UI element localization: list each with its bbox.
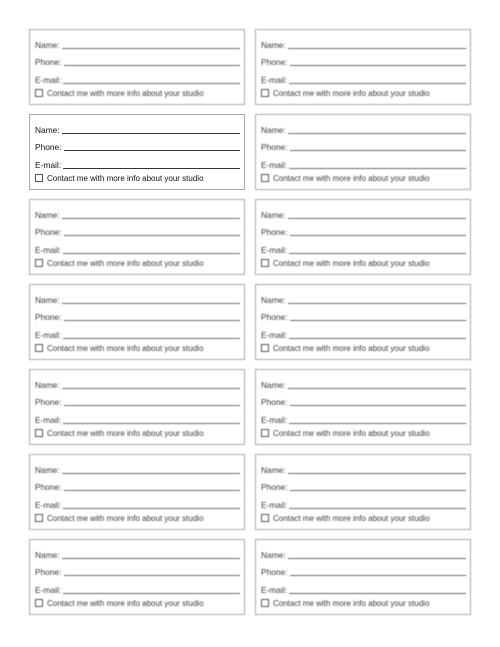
email-row [261, 582, 466, 595]
contact-option[interactable] [261, 599, 466, 608]
email-row [261, 412, 466, 425]
phone-row [261, 394, 466, 407]
phone-line[interactable] [290, 575, 466, 576]
contact-checkbox[interactable] [35, 514, 43, 522]
email-label: E-mail: [35, 584, 62, 595]
name-row [35, 37, 240, 50]
email-line[interactable] [289, 423, 466, 424]
phone-label: Phone: [261, 57, 288, 68]
email-label: E-mail: [261, 584, 288, 595]
email-line[interactable] [63, 253, 240, 254]
contact-checkbox[interactable] [261, 429, 269, 437]
contact-label: Contact me with more info about your studio [273, 88, 430, 98]
name-line[interactable] [62, 48, 240, 49]
email-row [261, 72, 466, 85]
contact-label: Contact me with more info about your studio [273, 428, 430, 438]
contact-label: Contact me with more info about your studio [47, 88, 204, 98]
email-line[interactable] [63, 338, 240, 339]
name-line[interactable] [62, 303, 240, 304]
name-line[interactable] [62, 388, 240, 389]
name-line[interactable] [288, 473, 466, 474]
name-row [261, 292, 466, 305]
contact-option[interactable] [35, 259, 240, 268]
phone-line[interactable] [64, 320, 240, 321]
contact-label: Contact me with more info about your studio [47, 428, 204, 438]
phone-label: Phone: [261, 312, 288, 323]
contact-label: Contact me with more info about your studio [47, 343, 204, 353]
email-line[interactable] [63, 168, 240, 169]
email-row [261, 497, 466, 510]
phone-line[interactable] [64, 235, 240, 236]
signup-card [255, 539, 471, 615]
signup-card [29, 199, 245, 275]
phone-label: Phone: [35, 397, 62, 408]
name-row [35, 462, 240, 475]
name-label: Name: [261, 465, 286, 475]
email-row [35, 242, 240, 255]
contact-checkbox[interactable] [261, 89, 269, 97]
contact-label: Contact me with more info about your studio [273, 173, 430, 183]
email-line[interactable] [289, 83, 466, 84]
name-row [261, 207, 466, 220]
phone-label: Phone: [35, 482, 62, 493]
name-label: Name: [261, 295, 286, 305]
phone-line[interactable] [64, 65, 240, 66]
name-label: Name: [35, 125, 60, 135]
email-line[interactable] [63, 593, 240, 594]
phone-row [35, 564, 240, 577]
email-row [35, 72, 240, 85]
email-label: E-mail: [35, 414, 62, 425]
phone-label: Phone: [35, 312, 62, 323]
email-label: E-mail: [35, 159, 62, 170]
signup-card [29, 284, 245, 360]
contact-option[interactable] [35, 599, 240, 608]
phone-row [35, 394, 240, 407]
email-label: E-mail: [261, 414, 288, 425]
name-label: Name: [261, 40, 286, 50]
phone-label: Phone: [261, 142, 288, 153]
phone-line[interactable] [290, 490, 466, 491]
phone-label: Phone: [35, 57, 62, 68]
name-row [261, 377, 466, 390]
signup-card [255, 454, 471, 530]
phone-line[interactable] [64, 405, 240, 406]
contact-checkbox[interactable] [261, 514, 269, 522]
contact-checkbox[interactable] [261, 599, 269, 607]
email-label: E-mail: [35, 244, 62, 255]
contact-checkbox[interactable] [261, 174, 269, 182]
email-line[interactable] [63, 83, 240, 84]
name-row [35, 292, 240, 305]
contact-label: Contact me with more info about your studio [273, 513, 430, 523]
contact-option[interactable] [35, 344, 240, 353]
name-label: Name: [261, 210, 286, 220]
email-line[interactable] [289, 508, 466, 509]
email-label: E-mail: [261, 329, 288, 340]
phone-label: Phone: [261, 227, 288, 238]
phone-label: Phone: [35, 567, 62, 578]
email-line[interactable] [289, 338, 466, 339]
contact-checkbox[interactable] [35, 259, 43, 267]
name-row [261, 37, 466, 50]
phone-line[interactable] [64, 150, 240, 151]
email-line[interactable] [289, 253, 466, 254]
signup-sheet [29, 29, 471, 619]
contact-option[interactable] [261, 514, 466, 523]
contact-option[interactable] [35, 89, 240, 98]
phone-row [261, 54, 466, 67]
contact-option[interactable] [261, 259, 466, 268]
signup-card [29, 454, 245, 530]
phone-line[interactable] [290, 150, 466, 151]
email-row [261, 327, 466, 340]
email-line[interactable] [63, 423, 240, 424]
phone-row [35, 54, 240, 67]
contact-option[interactable] [35, 429, 240, 438]
contact-option[interactable] [35, 514, 240, 523]
name-line[interactable] [288, 133, 466, 134]
email-row [35, 327, 240, 340]
phone-label: Phone: [261, 482, 288, 493]
name-line[interactable] [62, 473, 240, 474]
phone-row [35, 309, 240, 322]
phone-line[interactable] [64, 575, 240, 576]
contact-checkbox[interactable] [261, 259, 269, 267]
name-line[interactable] [288, 48, 466, 49]
contact-checkbox[interactable] [261, 344, 269, 352]
name-label: Name: [35, 380, 60, 390]
name-label: Name: [35, 550, 60, 560]
name-line[interactable] [62, 218, 240, 219]
phone-row [35, 139, 240, 152]
email-label: E-mail: [261, 244, 288, 255]
signup-card [29, 539, 245, 615]
contact-option[interactable] [261, 344, 466, 353]
contact-label: Contact me with more info about your studio [47, 598, 204, 608]
contact-checkbox[interactable] [35, 599, 43, 607]
contact-option[interactable] [261, 429, 466, 438]
contact-option[interactable] [261, 89, 466, 98]
email-line[interactable] [289, 593, 466, 594]
phone-label: Phone: [261, 567, 288, 578]
signup-card [255, 199, 471, 275]
email-label: E-mail: [261, 499, 288, 510]
email-label: E-mail: [35, 499, 62, 510]
name-line[interactable] [288, 218, 466, 219]
phone-row [261, 139, 466, 152]
signup-card [255, 369, 471, 445]
contact-label: Contact me with more info about your studio [47, 258, 204, 268]
contact-checkbox[interactable] [35, 344, 43, 352]
phone-line[interactable] [290, 405, 466, 406]
contact-option[interactable] [261, 174, 466, 183]
name-label: Name: [35, 465, 60, 475]
contact-label: Contact me with more info about your studio [273, 598, 430, 608]
email-label: E-mail: [35, 74, 62, 85]
email-label: E-mail: [261, 74, 288, 85]
signup-card [29, 114, 245, 190]
name-row [261, 122, 466, 135]
contact-checkbox[interactable] [35, 89, 43, 97]
signup-card [29, 29, 245, 105]
phone-line[interactable] [290, 320, 466, 321]
name-label: Name: [35, 40, 60, 50]
email-line[interactable] [63, 508, 240, 509]
contact-label: Contact me with more info about your studio [273, 258, 430, 268]
name-label: Name: [261, 380, 286, 390]
phone-label: Phone: [261, 397, 288, 408]
phone-row [261, 309, 466, 322]
contact-checkbox[interactable] [35, 429, 43, 437]
name-line[interactable] [288, 303, 466, 304]
contact-label: Contact me with more info about your studio [273, 343, 430, 353]
contact-option[interactable] [35, 174, 240, 183]
email-row [261, 242, 466, 255]
name-row [35, 547, 240, 560]
contact-label: Contact me with more info about your studio [47, 173, 204, 183]
contact-checkbox[interactable] [35, 174, 43, 182]
name-line[interactable] [288, 388, 466, 389]
phone-row [35, 224, 240, 237]
email-row [35, 497, 240, 510]
phone-row [35, 479, 240, 492]
name-line[interactable] [62, 133, 240, 134]
name-row [261, 547, 466, 560]
email-label: E-mail: [261, 159, 288, 170]
signup-card [255, 29, 471, 105]
name-line[interactable] [288, 558, 466, 559]
email-label: E-mail: [35, 329, 62, 340]
phone-row [261, 479, 466, 492]
phone-line[interactable] [290, 235, 466, 236]
name-row [35, 122, 240, 135]
phone-label: Phone: [35, 227, 62, 238]
name-row [35, 377, 240, 390]
name-label: Name: [261, 550, 286, 560]
contact-label: Contact me with more info about your studio [47, 513, 204, 523]
phone-label: Phone: [35, 142, 62, 153]
name-line[interactable] [62, 558, 240, 559]
email-row [261, 157, 466, 170]
email-row [35, 157, 240, 170]
signup-card [255, 114, 471, 190]
phone-row [261, 564, 466, 577]
name-label: Name: [35, 210, 60, 220]
email-row [35, 582, 240, 595]
name-label: Name: [35, 295, 60, 305]
phone-row [261, 224, 466, 237]
email-line[interactable] [289, 168, 466, 169]
name-row [35, 207, 240, 220]
signup-card [29, 369, 245, 445]
phone-line[interactable] [64, 490, 240, 491]
email-row [35, 412, 240, 425]
phone-line[interactable] [290, 65, 466, 66]
signup-card [255, 284, 471, 360]
name-row [261, 462, 466, 475]
name-label: Name: [261, 125, 286, 135]
